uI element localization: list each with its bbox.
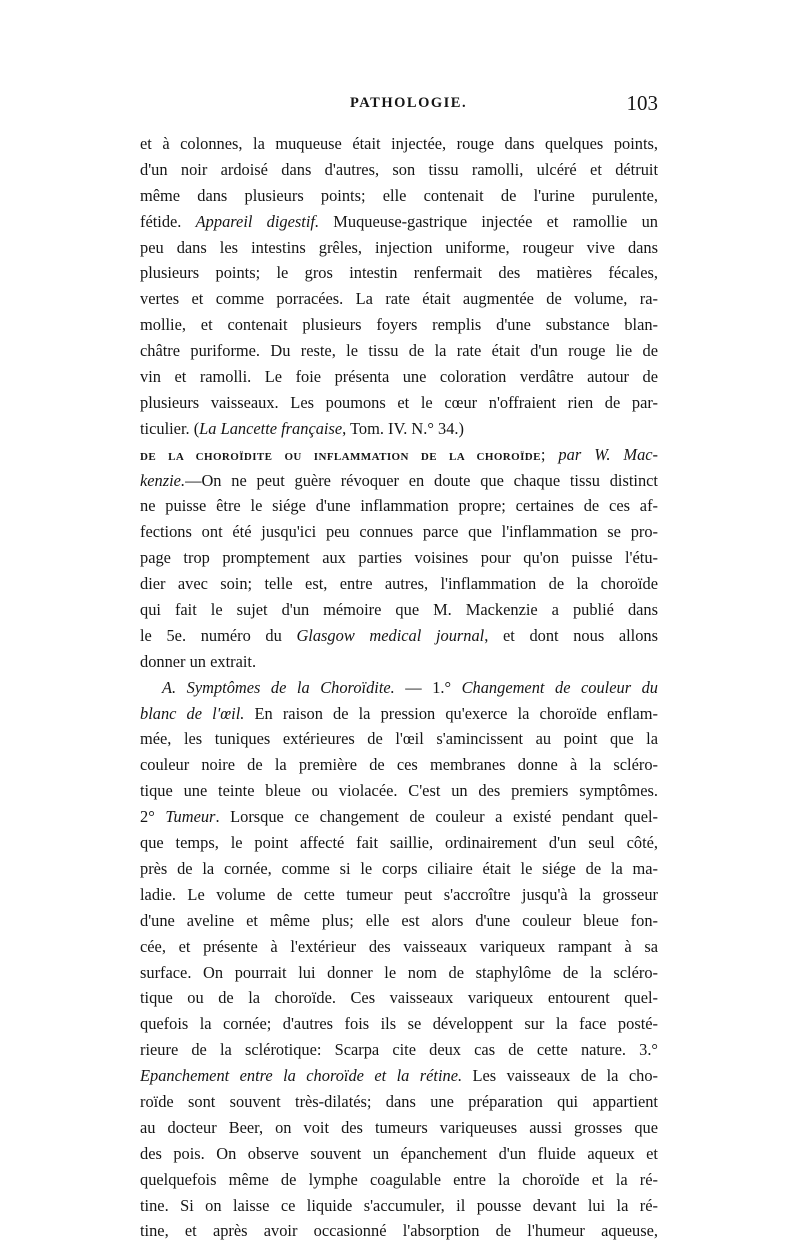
- text-line: rieure de la sclérotique: Scarpa cite deux cas de cette nature. 3.°: [140, 1040, 658, 1060]
- text-span: , Tom. IV. N.° 34.): [342, 418, 464, 438]
- text-line: plusieurs points; le gros intestin renfermait des matières fécales,: [140, 263, 658, 283]
- text-line: au docteur Beer, on voit des tumeurs variqueuses aussi grosses que: [140, 1117, 658, 1137]
- text-span: 2°: [140, 807, 166, 827]
- text-line: qui fait le sujet d'un mémoire que M. Mackenzie a publié dans: [140, 600, 658, 620]
- text-span: Muqueuse-gastrique injectée et ramollie un: [319, 211, 658, 231]
- text-line: quelquefois même de lymphe coagulable entre la choroïde et la ré-: [140, 1169, 658, 1189]
- text-line: tique ou de la choroïde. Ces vaisseaux variqueux entourent quel-: [140, 988, 658, 1008]
- italic-span: Appareil digestif.: [195, 211, 320, 231]
- text-span: , et dont nous allons: [484, 625, 658, 645]
- text-line: tine. Si on laisse ce liquide s'accumuler, il pousse devant lui la ré-: [140, 1195, 658, 1215]
- text-line: roïde sont souvent très-dilatés; dans une préparation qui appartient: [140, 1091, 658, 1111]
- text-span: . Lorsque ce changement de couleur a existé pendant quel-: [215, 807, 658, 827]
- text-line: d'un noir ardoisé dans d'autres, son tissu ramolli, ulcéré et détruit: [140, 159, 658, 179]
- text-line: cée, et présente à l'extérieur des vaisseaux variqueux rampant à sa: [140, 936, 658, 956]
- text-line: d'une aveline et même plus; elle est alors d'une couleur bleue fon-: [140, 910, 658, 930]
- body-text: [140, 131, 658, 1244]
- text-line: tine, et après avoir occasionné l'absorption de l'humeur aqueuse,: [140, 1221, 658, 1241]
- text-line: [140, 623, 658, 649]
- text-line: couleur noire de la première de ces membranes donne à la scléro-: [140, 755, 658, 775]
- text-line: page trop promptement aux parties voisines pour qu'on puisse l'étu-: [140, 548, 658, 568]
- italic-span: Epanchement entre la choroïde et la rétine.: [140, 1066, 463, 1086]
- text-line: près de la cornée, comme si le corps ciliaire était le siége de la ma-: [140, 858, 658, 878]
- text-span: Les vaisseaux de la cho-: [462, 1066, 658, 1086]
- text-line: fections ont été jusqu'ici peu connues parce que l'inflammation se pro-: [140, 522, 658, 542]
- italic-span: blanc de l'œil.: [140, 703, 245, 723]
- italic-span: Changement de couleur du: [461, 677, 658, 697]
- text-span: ;: [540, 444, 559, 464]
- text-line: dier avec soin; telle est, entre autres, l'inflammation de la choroïde: [140, 574, 658, 594]
- text-span: le 5e. numéro du: [140, 625, 297, 645]
- text-line: surface. On pourrait lui donner le nom de staphylôme de la scléro-: [140, 962, 658, 982]
- text-span: — 1.°: [394, 677, 462, 697]
- italic-span: Glasgow medical journal: [296, 625, 485, 645]
- italic-span: Tumeur: [165, 807, 216, 827]
- text-line: ladie. Le volume de cette tumeur peut s'accroître jusqu'à la grosseur: [140, 884, 658, 904]
- text-line: et à colonnes, la muqueuse était injectée, rouge dans quelques points,: [140, 134, 658, 153]
- text-line: peu dans les intestins grêles, injection uniforme, rougeur vive dans: [140, 237, 658, 257]
- text-line: vin et ramolli. Le foie présenta une coloration verdâtre autour de: [140, 367, 658, 387]
- page-number: 103: [626, 91, 658, 115]
- text-line: châtre puriforme. Du reste, le tissu de la rate était d'un rouge lie de: [140, 341, 658, 361]
- text-line: [140, 209, 658, 235]
- text-line: [140, 468, 658, 494]
- text-line: [140, 442, 658, 468]
- italic-span: A. Symptômes de la Choroïdite.: [162, 677, 395, 697]
- text-line: [140, 701, 658, 727]
- text-line: tique une teinte bleue ou violacée. C'est un des premiers symptômes.: [140, 781, 658, 801]
- text-line: des pois. On observe souvent un épanchement d'un fluide aqueux et: [140, 1143, 658, 1163]
- text-line: plusieurs vaisseaux. Les poumons et le cœur n'offraient rien de par-: [140, 392, 658, 412]
- text-line: ne puisse être le siége d'une inflammation propre; certaines de ces af-: [140, 496, 658, 516]
- text-line: [140, 416, 658, 442]
- italic-span: kenzie.: [140, 470, 186, 490]
- text-line: que temps, le point affecté fait saillie, ordinairement d'un seul côté,: [140, 833, 658, 853]
- small-caps-heading: DE LA CHOROÏDITE OU INFLAMMATION DE LA CHOROÏDE: [140, 450, 541, 463]
- text-span: —On ne peut guère révoquer en doute que chaque tissu distinct: [185, 470, 658, 490]
- text-span: fétide.: [140, 211, 196, 231]
- text-span: ticulier. (: [140, 418, 200, 438]
- text-line: [140, 1063, 658, 1089]
- text-line: vertes et comme porracées. La rate était augmentée de volume, ra-: [140, 289, 658, 309]
- text-line: [140, 675, 658, 701]
- text-line: quefois la cornée; d'autres fois ils se développent sur la face posté-: [140, 1014, 658, 1034]
- running-head: PATHOLOGIE.: [350, 95, 468, 111]
- italic-span: par W. Mac-: [558, 444, 658, 464]
- text-line: mollie, et contenait plusieurs foyers remplis d'une substance blan-: [140, 315, 658, 335]
- italic-span: La Lancette française: [199, 418, 343, 438]
- text-line: mée, les tuniques extérieures de l'œil s'amincissent au point que la: [140, 729, 658, 749]
- text-line: donner un extrait.: [140, 651, 257, 671]
- text-span: En raison de la pression qu'exerce la choroïde enflam-: [244, 703, 658, 723]
- text-line: [140, 804, 658, 830]
- text-line: même dans plusieurs points; elle contenait de l'urine purulente,: [140, 185, 658, 205]
- page-header: [140, 93, 658, 119]
